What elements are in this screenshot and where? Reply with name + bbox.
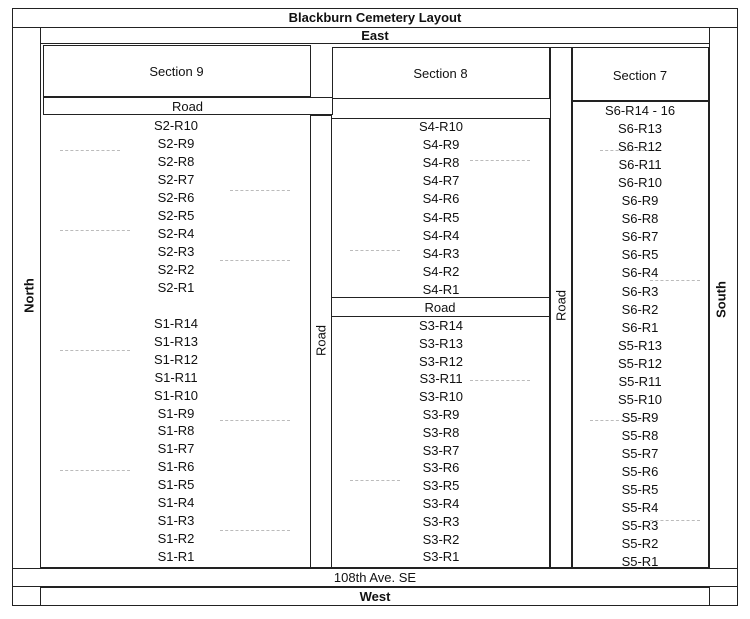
row-line: [220, 420, 290, 421]
row-label: S5-R13: [617, 337, 663, 353]
row-label: S6-R2: [621, 301, 659, 317]
row-label: S4-R6: [422, 191, 460, 207]
row-label: S2-R7: [157, 172, 195, 187]
row-label: S6-R9: [621, 193, 659, 209]
row-label: S1-R3: [157, 512, 195, 528]
row-label: S5-R1: [621, 554, 659, 570]
row-label: S1-R13: [153, 333, 199, 349]
row-label: S5-R3: [621, 518, 659, 534]
row-label: S6-R4: [621, 265, 659, 281]
row-label: S6-R8: [621, 211, 659, 227]
row-label: S1-R6: [157, 459, 195, 475]
row-label: S5-R2: [621, 536, 659, 552]
row-label: S3-R2: [422, 531, 460, 547]
row-label: S1-R11: [154, 369, 198, 385]
row-label: S5-R7: [621, 445, 659, 461]
row-label: S5-R4: [621, 500, 659, 516]
row-label: S3-R9: [422, 407, 460, 422]
row-line: [230, 190, 290, 191]
row-label: S6-R14 - 16: [604, 103, 676, 118]
row-line: [60, 350, 130, 351]
row-label: S1-R9: [157, 405, 195, 421]
row-line: [220, 260, 290, 261]
row-label: S4-R7: [422, 173, 460, 189]
row-label: S3-R4: [422, 496, 460, 511]
row-label: S2-R8: [157, 154, 195, 169]
section-9-label: Section 9: [149, 64, 204, 79]
row-label: S5-R6: [621, 464, 659, 479]
row-label: S1-R1: [157, 548, 195, 564]
row-label: S3-R7: [422, 442, 460, 458]
row-label: S6-R12: [617, 139, 663, 155]
road-top-left: [43, 97, 333, 115]
row-label: S5-R11: [618, 373, 662, 389]
row-label: S1-R14: [153, 316, 199, 331]
row-label: S3-R12: [418, 353, 464, 369]
row-label: S2-R9: [157, 136, 195, 151]
row-label: S2-R3: [157, 244, 195, 259]
road-top-left-label: Road: [171, 99, 204, 114]
row-label: S6-R3: [621, 283, 659, 299]
row-label: S5-R8: [621, 427, 659, 443]
row-label: S2-R1: [157, 280, 195, 295]
row-label: S5-R10: [617, 391, 663, 407]
row-label: S3-R5: [422, 478, 460, 494]
row-label: S4-R8: [422, 155, 460, 171]
row-label: S5-R5: [621, 482, 659, 498]
row-label: S3-R8: [422, 424, 460, 440]
row-label: S4-R5: [422, 209, 460, 225]
road-vertical-right-label: Road: [553, 289, 569, 322]
row-label: S1-R12: [153, 351, 199, 367]
row-label: S3-R1: [422, 549, 460, 565]
row-label: S1-R10: [153, 387, 199, 403]
row-label: S6-R10: [617, 175, 663, 191]
row-line: [60, 470, 130, 471]
row-label: S1-R7: [157, 441, 195, 457]
row-label: S4-R4: [422, 227, 460, 243]
section-8-label: Section 8: [413, 66, 468, 81]
row-label: S5-R9: [621, 409, 659, 425]
road-vertical-left-label: Road: [313, 324, 329, 357]
row-label: S4-R10: [418, 119, 464, 134]
row-label: S3-R6: [422, 460, 460, 476]
section-7-box: [572, 47, 709, 101]
row-label: S3-R10: [418, 389, 464, 405]
row-label: S2-R5: [157, 208, 195, 223]
west-label: West: [359, 589, 391, 604]
east-label: East: [361, 28, 389, 43]
section-8-box: [332, 47, 550, 99]
row-label: S6-R7: [621, 229, 659, 245]
row-line: [60, 230, 130, 231]
row-label: S2-R4: [157, 226, 195, 241]
row-label: S2-R6: [157, 190, 195, 205]
row-label: S5-R12: [617, 355, 663, 371]
row-label: S1-R2: [157, 530, 195, 546]
row-label: S2-R10: [153, 118, 199, 133]
row-line: [220, 530, 290, 531]
row-label: S3-R14: [418, 318, 464, 333]
row-label: S4-R3: [422, 245, 460, 261]
row-label: S3-R13: [418, 335, 464, 351]
row-label: S1-R8: [157, 423, 195, 439]
north-label: North: [21, 278, 37, 313]
row-label: S2-R2: [157, 262, 195, 277]
road-bottom-label: 108th Ave. SE: [333, 570, 417, 585]
row-label: S4-R1: [422, 281, 460, 297]
road-middle-label: Road: [424, 300, 456, 315]
road-middle: [331, 297, 550, 317]
south-label: South: [713, 281, 729, 318]
section-7-label: Section 7: [612, 68, 668, 83]
row-label: S6-R13: [617, 121, 663, 137]
row-label: S6-R5: [621, 247, 659, 263]
row-label: S4-R2: [422, 263, 460, 279]
row-label: S3-R11: [419, 371, 463, 387]
section-9-box: [43, 45, 311, 97]
row-label: S6-R11: [618, 157, 662, 173]
row-line: [60, 150, 120, 151]
row-label: S1-R4: [157, 495, 195, 510]
row-label: S3-R3: [422, 513, 460, 529]
row-label: S4-R9: [422, 137, 460, 153]
map-title: Blackburn Cemetery Layout: [288, 10, 462, 25]
row-label: S1-R5: [157, 477, 195, 493]
row-label: S6-R1: [621, 319, 659, 335]
